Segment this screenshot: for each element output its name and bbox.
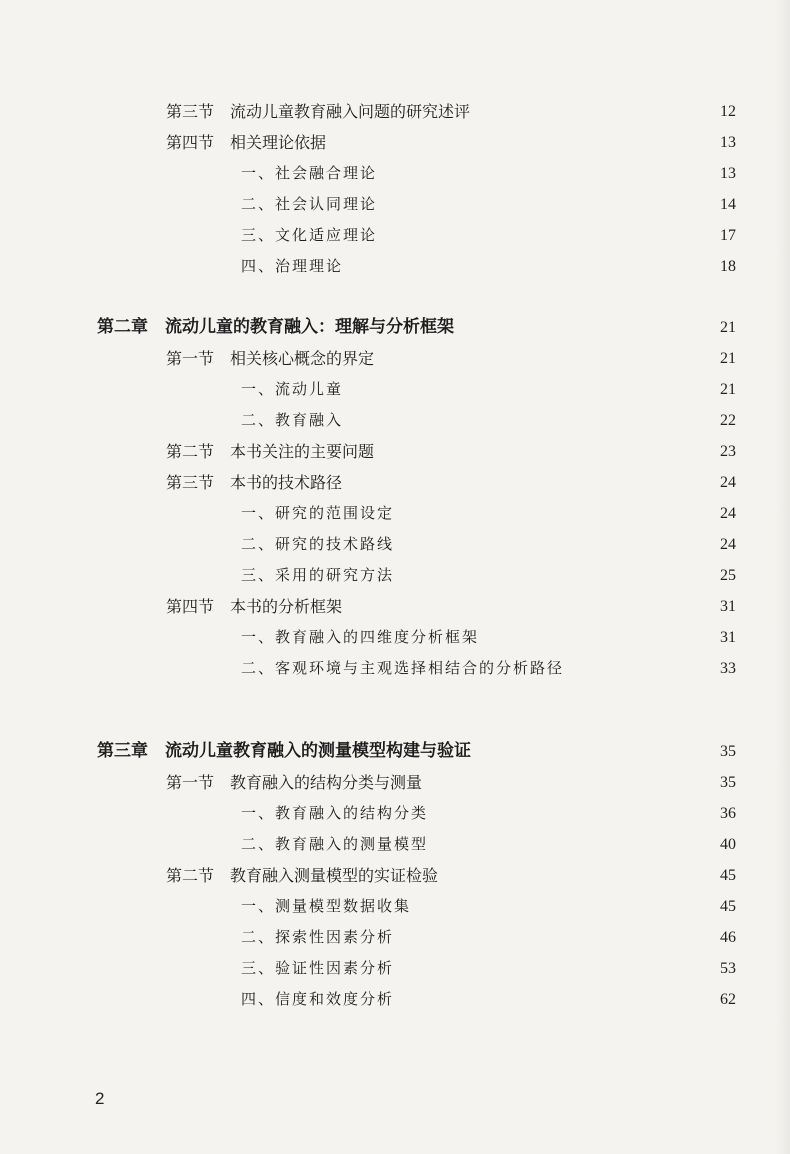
toc-page-number: 23 bbox=[720, 443, 736, 460]
toc-section-title: 第二节 教育融入测量模型的实证检验 bbox=[166, 866, 439, 885]
toc-page-number: 62 bbox=[720, 991, 736, 1008]
toc-chapter-title: 第三章 流动儿童教育融入的测量模型构建与验证 bbox=[97, 741, 471, 761]
toc-page-number: 45 bbox=[720, 898, 736, 915]
toc-page-number: 17 bbox=[720, 227, 736, 244]
toc-page-number: 14 bbox=[720, 196, 736, 213]
toc-item-row bbox=[0, 953, 790, 984]
toc-section-title: 第三节 本书的技术路径 bbox=[166, 473, 343, 492]
toc-page-number: 53 bbox=[720, 960, 736, 977]
toc-gap bbox=[0, 684, 790, 736]
toc-page-number: 35 bbox=[720, 774, 736, 791]
toc-item-row bbox=[0, 405, 790, 436]
toc-item-row bbox=[0, 622, 790, 653]
toc-item-row bbox=[0, 653, 790, 684]
toc-item-title: 二、教育融入的测量模型 bbox=[241, 835, 429, 853]
toc-page-number: 35 bbox=[720, 743, 736, 760]
toc-page-number: 24 bbox=[720, 474, 736, 491]
toc-page-number: 21 bbox=[720, 319, 736, 336]
toc-page-number: 13 bbox=[720, 134, 736, 151]
toc-item-title: 一、教育融入的结构分类 bbox=[241, 804, 429, 822]
toc-chapter-title: 第二章 流动儿童的教育融入：理解与分析框架 bbox=[97, 317, 454, 337]
toc-section-row bbox=[0, 767, 790, 798]
toc-block-chapter-three bbox=[0, 736, 790, 1015]
toc-item-title: 四、治理理论 bbox=[241, 257, 344, 275]
toc-item-title: 一、测量模型数据收集 bbox=[241, 897, 412, 915]
toc-page-number: 45 bbox=[720, 867, 736, 884]
toc-section-row bbox=[0, 343, 790, 374]
toc-section-title: 第一节 相关核心概念的界定 bbox=[166, 349, 375, 368]
toc-block-chapter-one-end bbox=[0, 96, 790, 282]
table-of-contents bbox=[0, 96, 790, 1015]
toc-section-row bbox=[0, 467, 790, 498]
toc-item-row bbox=[0, 922, 790, 953]
toc-section-title: 第二节 本书关注的主要问题 bbox=[166, 442, 375, 461]
toc-item-title: 三、采用的研究方法 bbox=[241, 566, 395, 584]
toc-item-title: 一、教育融入的四维度分析框架 bbox=[241, 628, 480, 646]
toc-block-chapter-two bbox=[0, 312, 790, 684]
toc-item-title: 二、社会认同理论 bbox=[241, 195, 378, 213]
toc-page-number: 13 bbox=[720, 165, 736, 182]
toc-section-row bbox=[0, 127, 790, 158]
toc-gap bbox=[0, 282, 790, 312]
toc-section-row bbox=[0, 860, 790, 891]
toc-page-number: 33 bbox=[720, 660, 736, 677]
page-number: 2 bbox=[95, 1089, 105, 1108]
toc-item-row bbox=[0, 529, 790, 560]
toc-page-number: 24 bbox=[720, 505, 736, 522]
toc-page-number: 22 bbox=[720, 412, 736, 429]
toc-item-row bbox=[0, 374, 790, 405]
toc-page-number: 25 bbox=[720, 567, 736, 584]
toc-item-title: 二、客观环境与主观选择相结合的分析路径 bbox=[241, 659, 565, 677]
toc-item-row bbox=[0, 984, 790, 1015]
toc-page-number: 46 bbox=[720, 929, 736, 946]
toc-item-title: 二、教育融入 bbox=[241, 411, 344, 429]
toc-section-title: 第一节 教育融入的结构分类与测量 bbox=[166, 773, 423, 792]
toc-item-row bbox=[0, 220, 790, 251]
toc-section-row bbox=[0, 436, 790, 467]
toc-section-row bbox=[0, 96, 790, 127]
toc-item-row bbox=[0, 798, 790, 829]
toc-item-title: 二、探索性因素分析 bbox=[241, 928, 395, 946]
toc-page-number: 21 bbox=[720, 381, 736, 398]
toc-page-number: 40 bbox=[720, 836, 736, 853]
toc-item-row bbox=[0, 189, 790, 220]
toc-page-number: 36 bbox=[720, 805, 736, 822]
toc-item-row bbox=[0, 251, 790, 282]
toc-page-number: 12 bbox=[720, 103, 736, 120]
toc-section-row bbox=[0, 591, 790, 622]
toc-page-number: 31 bbox=[720, 598, 736, 615]
toc-section-title: 第四节 相关理论依据 bbox=[166, 133, 327, 152]
toc-item-title: 四、信度和效度分析 bbox=[241, 990, 395, 1008]
toc-item-row bbox=[0, 891, 790, 922]
toc-item-title: 一、社会融合理论 bbox=[241, 164, 378, 182]
toc-page-number: 21 bbox=[720, 350, 736, 367]
toc-item-row bbox=[0, 829, 790, 860]
toc-chapter-row bbox=[0, 312, 790, 343]
toc-item-title: 二、研究的技术路线 bbox=[241, 535, 395, 553]
toc-page-number: 18 bbox=[720, 258, 736, 275]
toc-item-row bbox=[0, 498, 790, 529]
toc-chapter-row bbox=[0, 736, 790, 767]
toc-item-title: 三、文化适应理论 bbox=[241, 226, 378, 244]
toc-page-number: 24 bbox=[720, 536, 736, 553]
toc-item-title: 一、研究的范围设定 bbox=[241, 504, 395, 522]
toc-section-title: 第四节 本书的分析框架 bbox=[166, 597, 343, 616]
toc-item-title: 三、验证性因素分析 bbox=[241, 959, 395, 977]
toc-page-number: 31 bbox=[720, 629, 736, 646]
toc-item-title: 一、流动儿童 bbox=[241, 380, 344, 398]
toc-item-row bbox=[0, 560, 790, 591]
toc-section-title: 第三节 流动儿童教育融入问题的研究述评 bbox=[166, 102, 471, 121]
toc-item-row bbox=[0, 158, 790, 189]
